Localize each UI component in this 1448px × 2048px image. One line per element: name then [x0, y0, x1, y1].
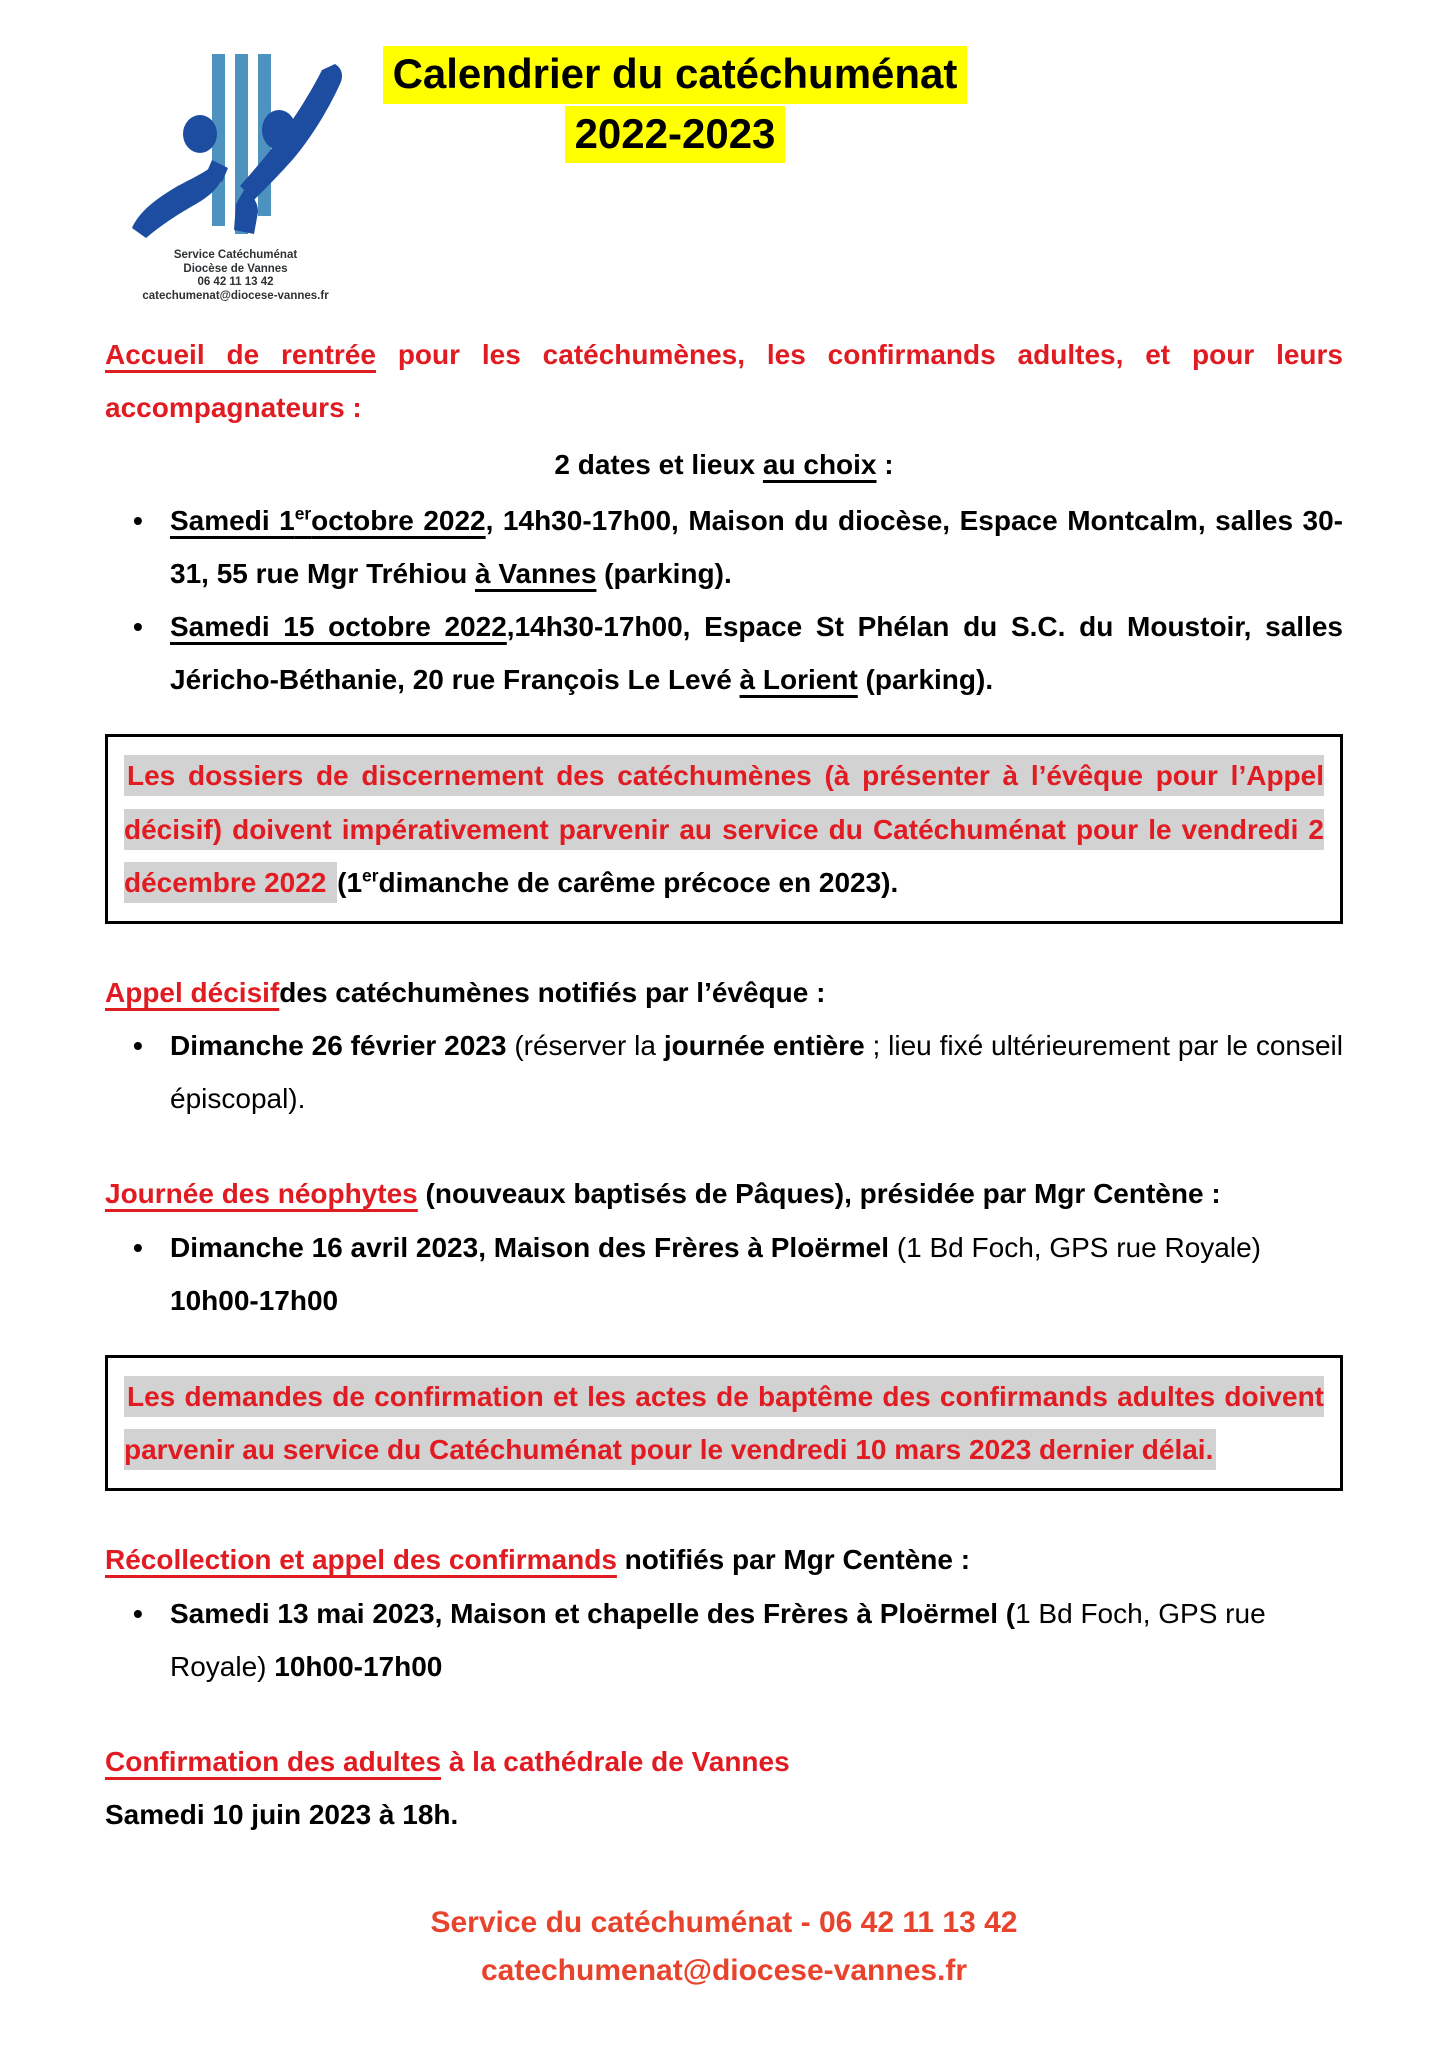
bullet-icon: •	[133, 504, 143, 536]
neophytes-section	[105, 1167, 1343, 1327]
logo-caption-line: catechumenat@diocese-vannes.fr	[142, 289, 329, 302]
bullet-icon: •	[133, 1030, 143, 1062]
recollection-heading-line	[105, 1533, 1343, 1586]
appel-heading-line	[105, 966, 1343, 1019]
confirmation-date-line: Samedi 10 juin 2023 à 18h.	[105, 1799, 459, 1831]
bullet1-end: (parking).	[596, 557, 732, 589]
appel-decisif-section	[105, 966, 1343, 1126]
discernement-notice-box	[105, 734, 1343, 924]
accueil-paragraph	[105, 328, 1343, 434]
neophytes-heading-rest: (nouveaux baptisés de Pâques), présidée par Mgr Centène :	[417, 1178, 1221, 1210]
bullet2-end: (parking).	[857, 664, 994, 696]
contact-footer	[105, 1899, 1343, 1995]
recollection-heading: Récollection et appel des confirmands	[105, 1544, 617, 1576]
bullet-icon: •	[133, 1231, 143, 1263]
box1-black-pre: (1	[337, 866, 363, 898]
appel-heading: Appel décisif	[105, 976, 280, 1008]
title-line-2: 2022-2023	[565, 106, 786, 164]
bullet-icon: •	[133, 1597, 143, 1629]
confirmation-heading: Confirmation des adultes	[105, 1745, 442, 1777]
box2-red-text: Les demandes de confirmation et les actes de baptême des confirmands adultes doivent parvenir au service du Catéchuménat pour le vendredi 10 mars 2023 dernier délai.	[124, 1376, 1324, 1470]
footer-email-line: catechumenat@diocese-vannes.fr	[480, 1954, 968, 1988]
list-item	[105, 494, 1343, 600]
logo-caption-line: 06 42 11 13 42	[197, 276, 274, 289]
confirmation-notice-box	[105, 1355, 1343, 1491]
recollection-section	[105, 1533, 1343, 1693]
diocese-logo	[108, 42, 363, 303]
neophytes-bullet-time: 10h00-17h00	[170, 1284, 339, 1316]
appel-heading-rest: des catéchumènes notifiés par l’évêque :	[279, 976, 826, 1008]
recollection-bullet-list	[105, 1587, 1343, 1693]
neophytes-bullet-regular: (1 Bd Foch, GPS rue Royale)	[896, 1231, 1261, 1263]
box1-red-text: Les dossiers de discernement des catéchumènes (à présenter à l’évêque pour l’Appel décisif) doivent impérativement parvenir au service du Catéchuménat pour le vendredi 2 décembre 2022	[124, 755, 1324, 902]
appel-bullet-regular2: ; lieu fixé ultérieurement par le conseil épiscopal).	[170, 1030, 1344, 1115]
appel-bullet-regular: (réserver la	[514, 1030, 664, 1062]
list-item	[105, 1587, 1343, 1693]
list-item	[105, 600, 1343, 706]
bullet1-date-sup: er	[294, 503, 312, 524]
recollection-bullet-bold: Samedi 13 mai 2023, Maison et chapelle des Frères à Ploërmel (	[170, 1597, 1016, 1629]
accueil-heading: Accueil de rentrée	[105, 339, 376, 370]
bullet1-date: Samedi 1	[170, 504, 295, 536]
neophytes-bullet-list	[105, 1221, 1343, 1327]
bullet1-date-post: octobre 2022	[311, 504, 486, 536]
list-item	[105, 1019, 1343, 1125]
accueil-heading-rest: pour les catéchumènes, les confirmands adultes, et pour leurs accompagnateurs :	[105, 339, 1343, 424]
subtitle-colon: :	[876, 449, 894, 481]
neophytes-heading-line	[105, 1167, 1343, 1220]
document-body	[105, 300, 1343, 1995]
appel-bullet-bold: Dimanche 26 février 2023	[170, 1030, 515, 1062]
confirmation-heading-rest: à la cathédrale de Vannes	[441, 1745, 790, 1777]
document-header	[0, 0, 1448, 300]
accueil-subtitle	[105, 438, 1343, 491]
box1-black-sup: er	[362, 865, 379, 886]
appel-bullet-bold2: journée entière	[663, 1030, 865, 1062]
box1-black-post: dimanche de carême précoce en 2023).	[378, 866, 899, 898]
title-line-1: Calendrier du catéchuménat	[383, 46, 968, 104]
confirmation-section	[105, 1735, 1343, 1841]
accueil-bullet-list	[105, 494, 1343, 707]
recollection-bullet-time: 10h00-17h00	[274, 1650, 443, 1682]
subtitle-underlined: au choix	[762, 449, 877, 481]
box1-black-text	[337, 867, 898, 898]
bullet1-text: , 14h30-17h00, Maison du diocèse, Espace Montcalm, salles 30-31, 55 rue Mgr Tréhiou	[170, 504, 1344, 589]
list-item	[105, 1221, 1343, 1327]
neophytes-bullet-bold: Dimanche 16 avril 2023, Maison des Frères à Ploërmel	[170, 1231, 897, 1263]
logo-caption-line: Service Catéchuménat	[173, 249, 298, 261]
subtitle-text: 2 dates et lieux	[554, 449, 763, 481]
logo-caption	[108, 249, 363, 303]
bullet2-date: Samedi 15 octobre 2022	[170, 610, 507, 642]
logo-caption-line: Diocèse de Vannes	[183, 262, 288, 275]
recollection-bullet-regular: 1 Bd Foch, GPS rue Royale)	[170, 1597, 1266, 1682]
confirmation-heading-line	[105, 1735, 1343, 1788]
document-title	[345, 46, 1005, 163]
appel-bullet-list	[105, 1019, 1343, 1125]
bullet2-text: ,14h30-17h00, Espace St Phélan du S.C. du Moustoir, salles Jéricho-Béthanie, 20 rue François Le Levé	[170, 610, 1344, 696]
catechumenat-logo-icon	[116, 42, 356, 247]
footer-phone-line: Service du catéchuménat - 06 42 11 13 42	[430, 1906, 1018, 1940]
recollection-heading-rest: notifiés par Mgr Centène :	[616, 1544, 971, 1576]
bullet-icon: •	[133, 610, 143, 642]
bullet1-place: à Vannes	[474, 557, 597, 589]
bullet2-place: à Lorient	[739, 664, 858, 696]
neophytes-heading: Journée des néophytes	[105, 1178, 418, 1210]
